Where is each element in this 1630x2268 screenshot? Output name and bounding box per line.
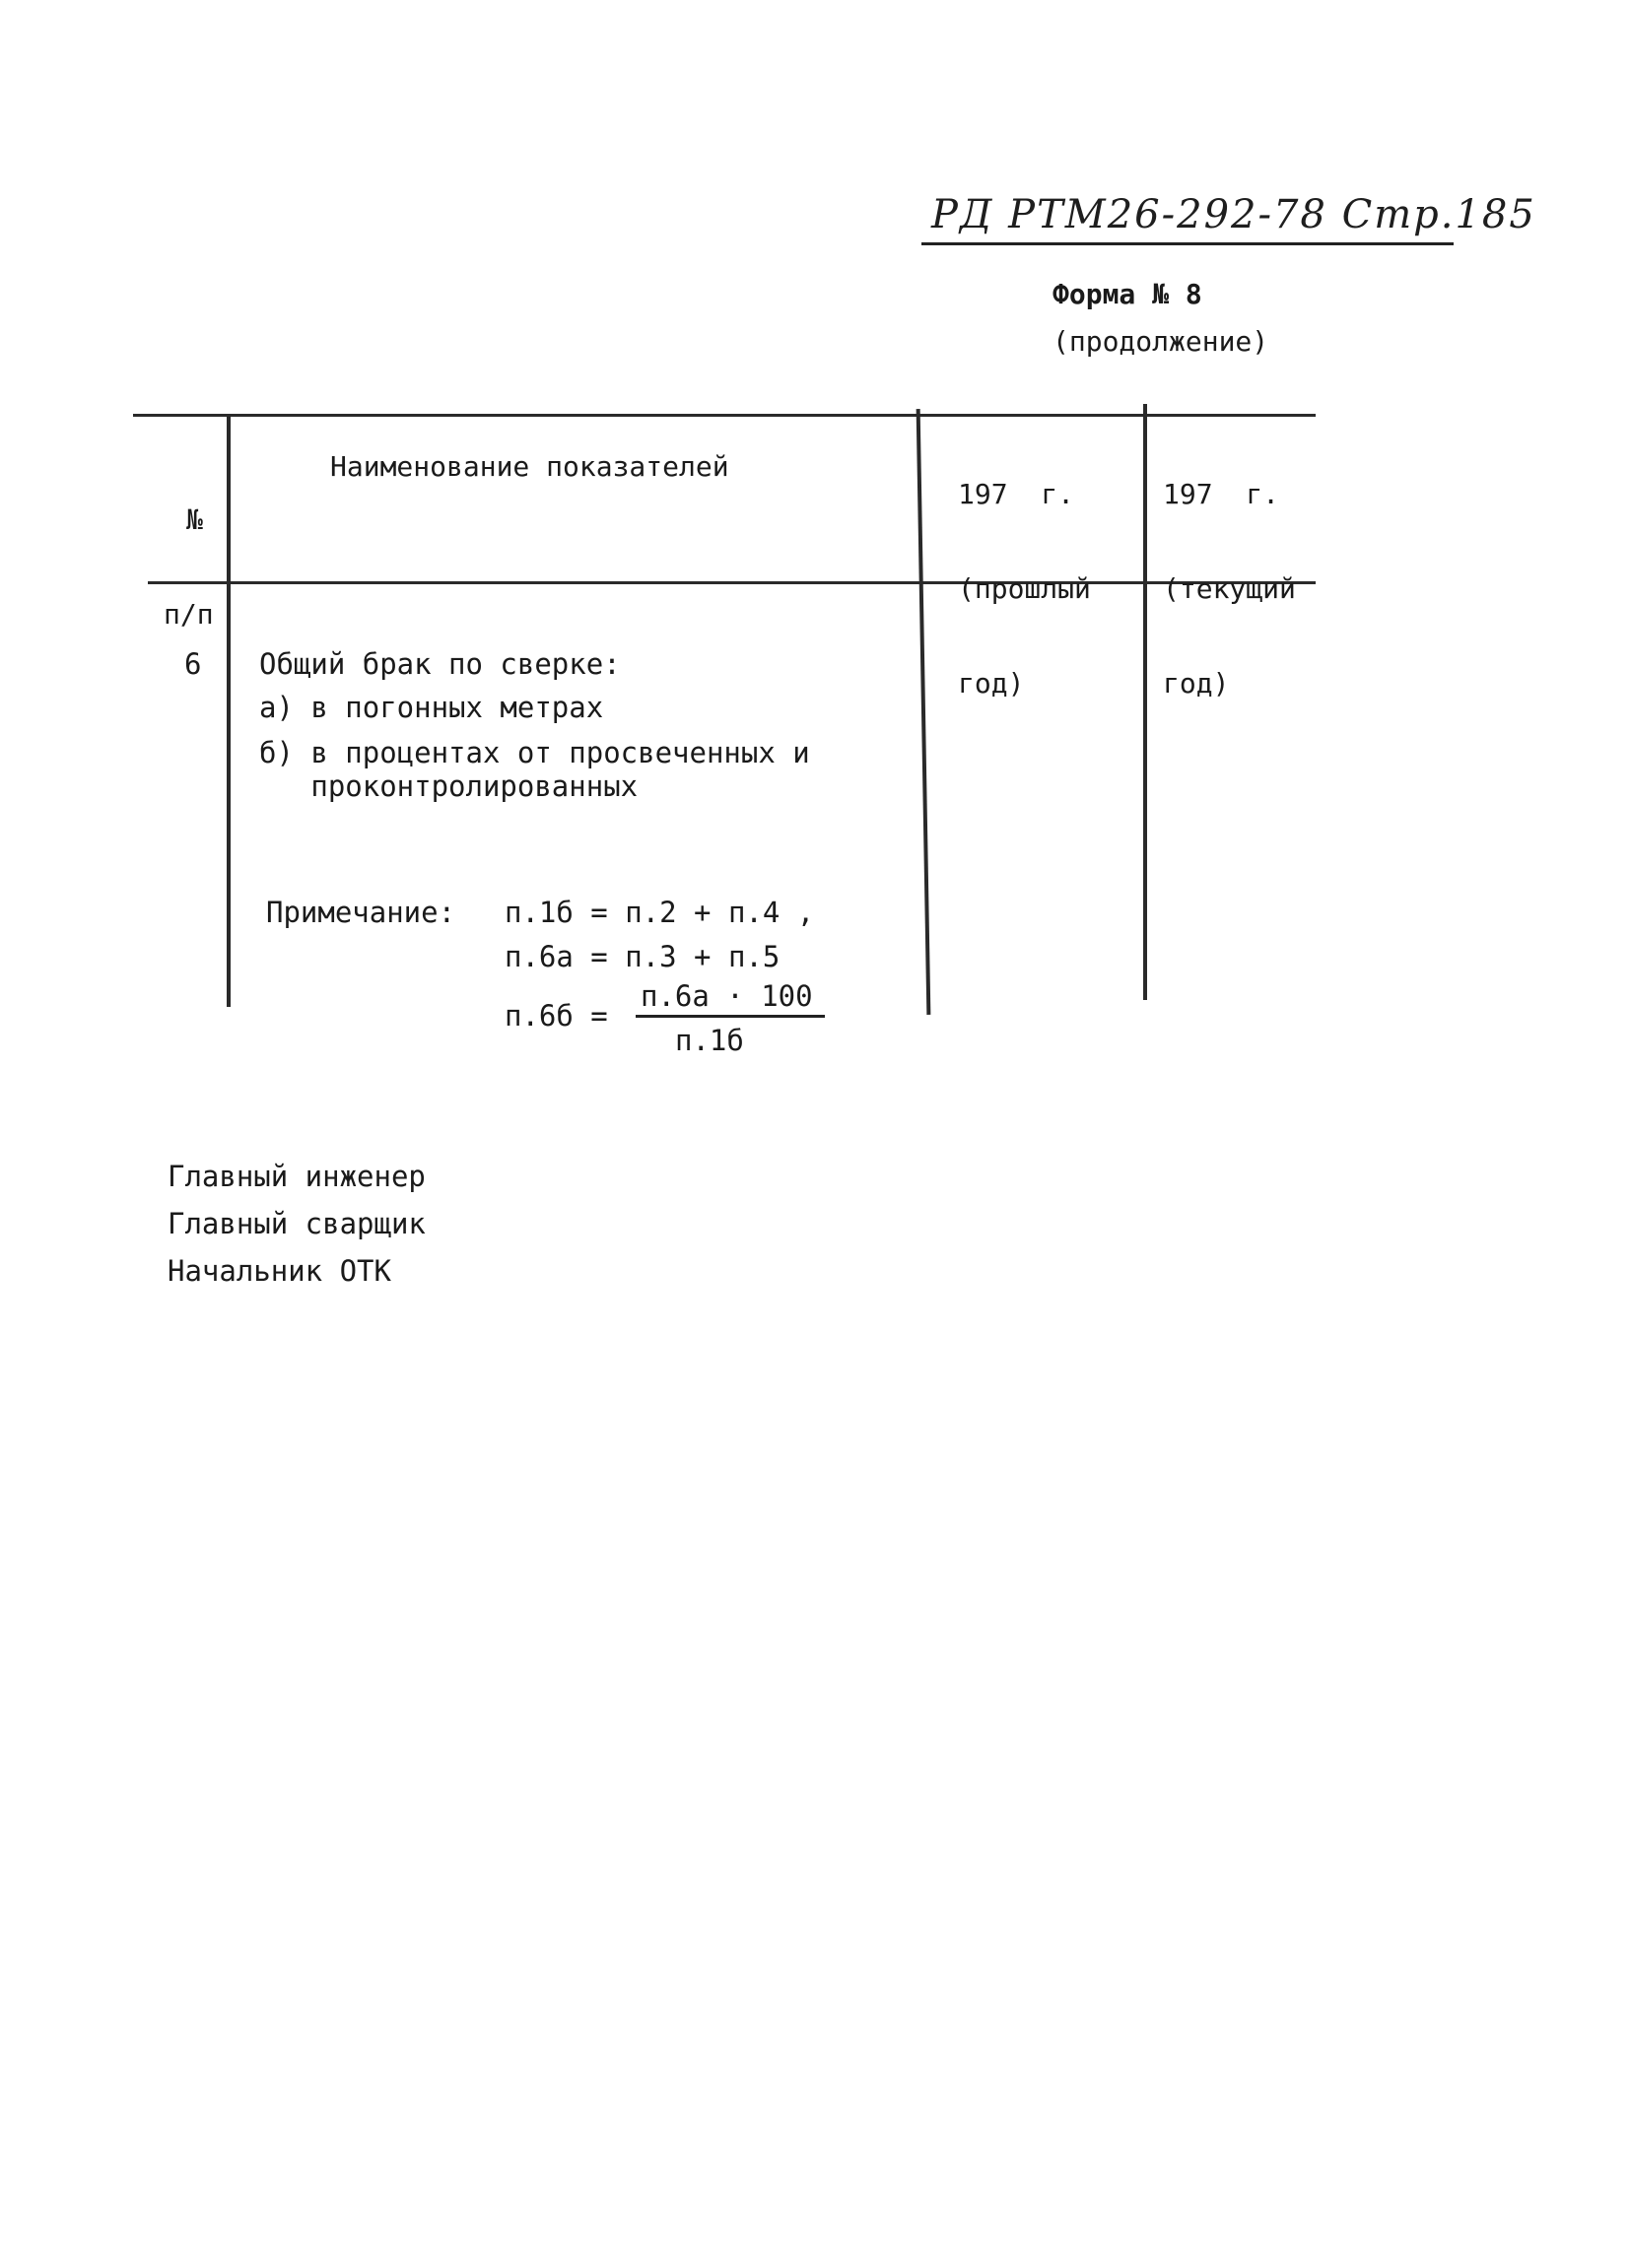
note-formula-3-lhs: п.6б = xyxy=(505,999,608,1033)
cur-year-line3: год) xyxy=(1163,667,1230,700)
note-formula-3-numerator: п.6а · 100 xyxy=(641,979,813,1013)
note-formula-1: п.1б = п.2 + п.4 , xyxy=(505,896,815,929)
document-code: РД РТМ26-292-78 Стр.185 xyxy=(931,192,1536,237)
cur-year-line1: 197 г. xyxy=(1163,478,1280,510)
note-label: Примечание: xyxy=(266,896,456,929)
row-title: Общий брак по сверке: xyxy=(259,647,621,681)
document-code-underline xyxy=(921,242,1454,245)
row-number: 6 xyxy=(184,647,202,681)
column-header-prev-year xyxy=(958,416,1091,731)
form-number: Форма № 8 xyxy=(1053,278,1202,310)
column-header-num-line1: № xyxy=(185,503,203,536)
prev-year-line3: год) xyxy=(958,667,1025,700)
table-header-divider xyxy=(148,581,1316,584)
note-formula-2: п.6а = п.3 + п.5 xyxy=(505,940,781,973)
signature-head-otk: Начальник ОТК xyxy=(168,1254,391,1288)
column-header-cur-year xyxy=(1163,416,1296,731)
signature-chief-engineer: Главный инженер xyxy=(168,1160,426,1193)
table-divider-num xyxy=(227,416,231,1007)
prev-year-line2: (прошлый xyxy=(958,572,1091,605)
prev-year-line1: 197 г. xyxy=(958,478,1075,510)
table-divider-name xyxy=(917,409,931,1015)
row-item-b-line1: б) в процентах от просвеченных и xyxy=(259,736,810,769)
table-top-border xyxy=(133,414,1316,417)
row-item-b-line2: проконтролированных xyxy=(259,769,639,803)
table-divider-year xyxy=(1143,404,1147,1000)
form-continuation: (продолжение) xyxy=(1053,325,1269,358)
column-header-num-line2: п/п xyxy=(164,598,214,631)
note-formula-3-denominator: п.1б xyxy=(675,1024,744,1057)
row-item-a: а) в погонных метрах xyxy=(259,691,604,724)
signature-chief-welder: Главный сварщик xyxy=(168,1207,426,1240)
column-header-num xyxy=(164,441,214,662)
cur-year-line2: (текущий xyxy=(1163,572,1296,605)
note-formula-3-fraction-bar xyxy=(636,1015,825,1018)
column-header-name: Наименование показателей xyxy=(330,450,729,483)
